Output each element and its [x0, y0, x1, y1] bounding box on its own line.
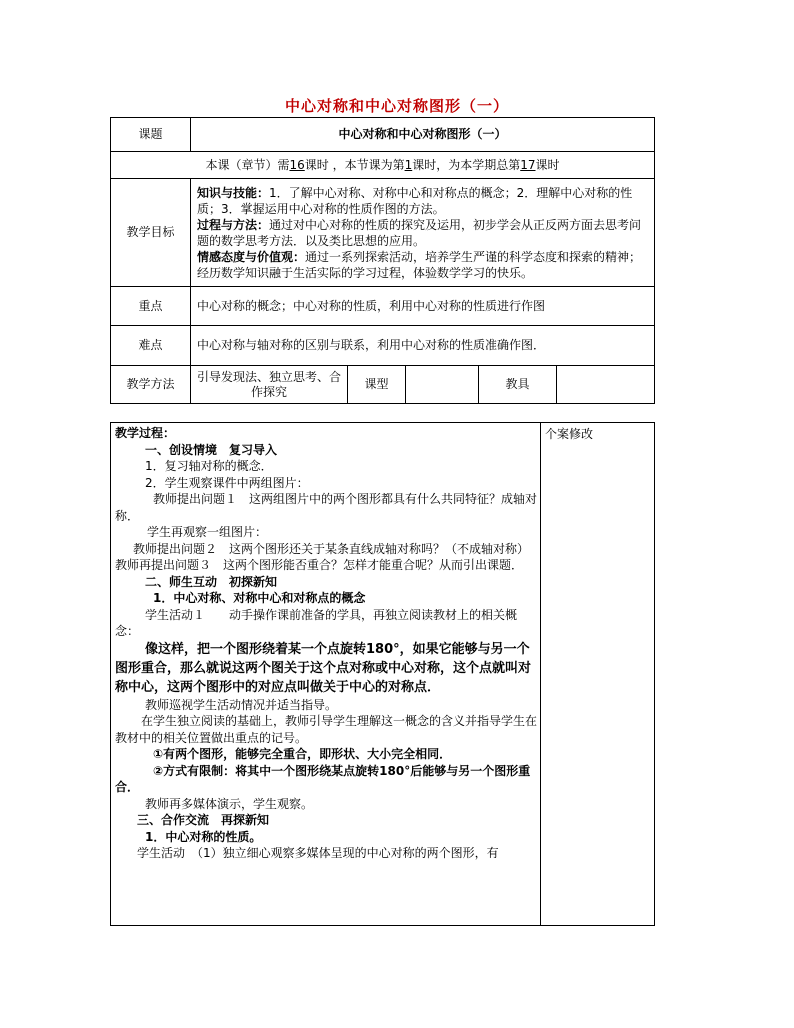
hours-text-3: 课时，为本学期总第 [412, 157, 521, 172]
process-line: 1．复习轴对称的概念． [145, 459, 273, 473]
process-line: 一、创设情境 复习导入 [145, 442, 278, 457]
teaching-process-table [110, 422, 655, 926]
revision-label: 个案修改 [545, 427, 594, 441]
key-point-value: 中心对称的概念；中心对称的性质，利用中心对称的性质进行作图 [191, 287, 655, 326]
hours-text-1: 本课（章节）需 [205, 157, 290, 172]
goals-content [191, 179, 655, 287]
process-line: 1．中心对称、对称中心和对称点的概念 [153, 591, 366, 605]
process-line: 教师再提出问题３ 这两个图形能否重合？怎样才能重合呢？从而引出课题． [115, 558, 524, 572]
process-cell [111, 423, 541, 926]
process-line: 学生活动 （1）独立细心观察多媒体呈现的中心对称的两个图形，有 [137, 846, 499, 860]
topic-label: 课题 [111, 118, 191, 152]
process-content [111, 423, 540, 925]
hours-text-4: 课时 [535, 157, 560, 172]
hours-text-2: 课时 ，本节课为第 [304, 157, 405, 172]
process-line: 像这样，把一个图形绕着某一个点旋转180°，如果它能够与另一个图形重合，那么就说这两个图关于这个点对称或中心对称，这个点就叫对称中心，这两个图形中的对应点叫做关于中心的对称点． [115, 641, 532, 695]
lesson-info-table [110, 117, 655, 404]
teaching-aids-label: 教具 [479, 366, 557, 404]
hours-required: 16 [289, 157, 305, 172]
process-line: 教师巡视学生活动情况并适当指导。 [145, 697, 338, 712]
hours-total: 17 [520, 157, 536, 172]
hours-current: 1 [404, 157, 413, 172]
goal-knowledge-text: 1．了解中心对称、对称中心和对称点的概念；2．理解中心对称的性质；3．掌握运用中心对称的性质作图的方法。 [197, 185, 633, 216]
document-title: 中心对称和中心对称图形（一） [284, 97, 509, 115]
key-point-label: 重点 [111, 287, 191, 326]
difficulty-value: 中心对称与轴对称的区别与联系，利用中心对称的性质准确作图． [191, 326, 655, 366]
process-line: 2．学生观察课件中两组图片： [145, 475, 309, 490]
difficulty-label: 难点 [111, 326, 191, 366]
goal-attitude-head: 情感态度与价值观： [197, 249, 306, 264]
hours-row [111, 152, 655, 179]
method-value: 引导发现法、独立思考、合作探究 [191, 366, 348, 404]
process-line: ①有两个图形，能够完全重合，即形状、大小完全相同． [153, 747, 452, 761]
lesson-type-value [406, 366, 479, 404]
teaching-aids-value [557, 366, 655, 404]
process-line: 教师提出问题２ 这两个图形还关于某条直线成轴对称吗？（不成轴对称） [133, 541, 530, 556]
goal-knowledge-head: 知识与技能： [197, 185, 270, 200]
process-line: 三、合作交流 再探新知 [137, 813, 270, 827]
process-line: 在学生独立阅读的基础上，教师引导学生理解这一概念的含义并指导学生在教材中的相关位置做出重点的记号。 [115, 714, 538, 745]
goal-attitude-text: 通过一系列探索活动，培养学生严谨的科学态度和探索的精神；经历数学知识融于生活实际的学习过程，体验数学学习的快乐。 [197, 249, 642, 280]
lesson-type-label: 课型 [348, 366, 406, 404]
goal-process-text: 通过对中心对称的性质的探究及运用，初步学会从正反两方面去思考问题的数学思考方法．以及类比思想的应用。 [197, 217, 642, 248]
process-line: 教师提出问题１ 这两组图片中的两个图形都具有什么共同特征？成轴对称． [115, 492, 538, 523]
process-line: 学生活动１ 动手操作课前准备的学具，再独立阅读教材上的相关概念： [115, 607, 518, 638]
process-line: ②方式有限制：将其中一个图形绕某点旋转180°后能够与另一个图形重合． [115, 763, 531, 794]
goal-process-head: 过程与方法： [197, 217, 270, 232]
process-line: 学生再观察一组图片： [147, 525, 268, 539]
process-line: 教学过程： [115, 426, 176, 440]
goals-label: 教学目标 [111, 179, 191, 287]
process-line: 教师再多媒体演示，学生观察。 [145, 796, 314, 811]
process-line: 1．中心对称的性质。 [145, 829, 262, 844]
process-line: 二、师生互动 初探新知 [145, 574, 278, 589]
method-label: 教学方法 [111, 366, 191, 404]
revision-column [541, 423, 655, 926]
topic-value: 中心对称和中心对称图形（一） [191, 118, 655, 152]
